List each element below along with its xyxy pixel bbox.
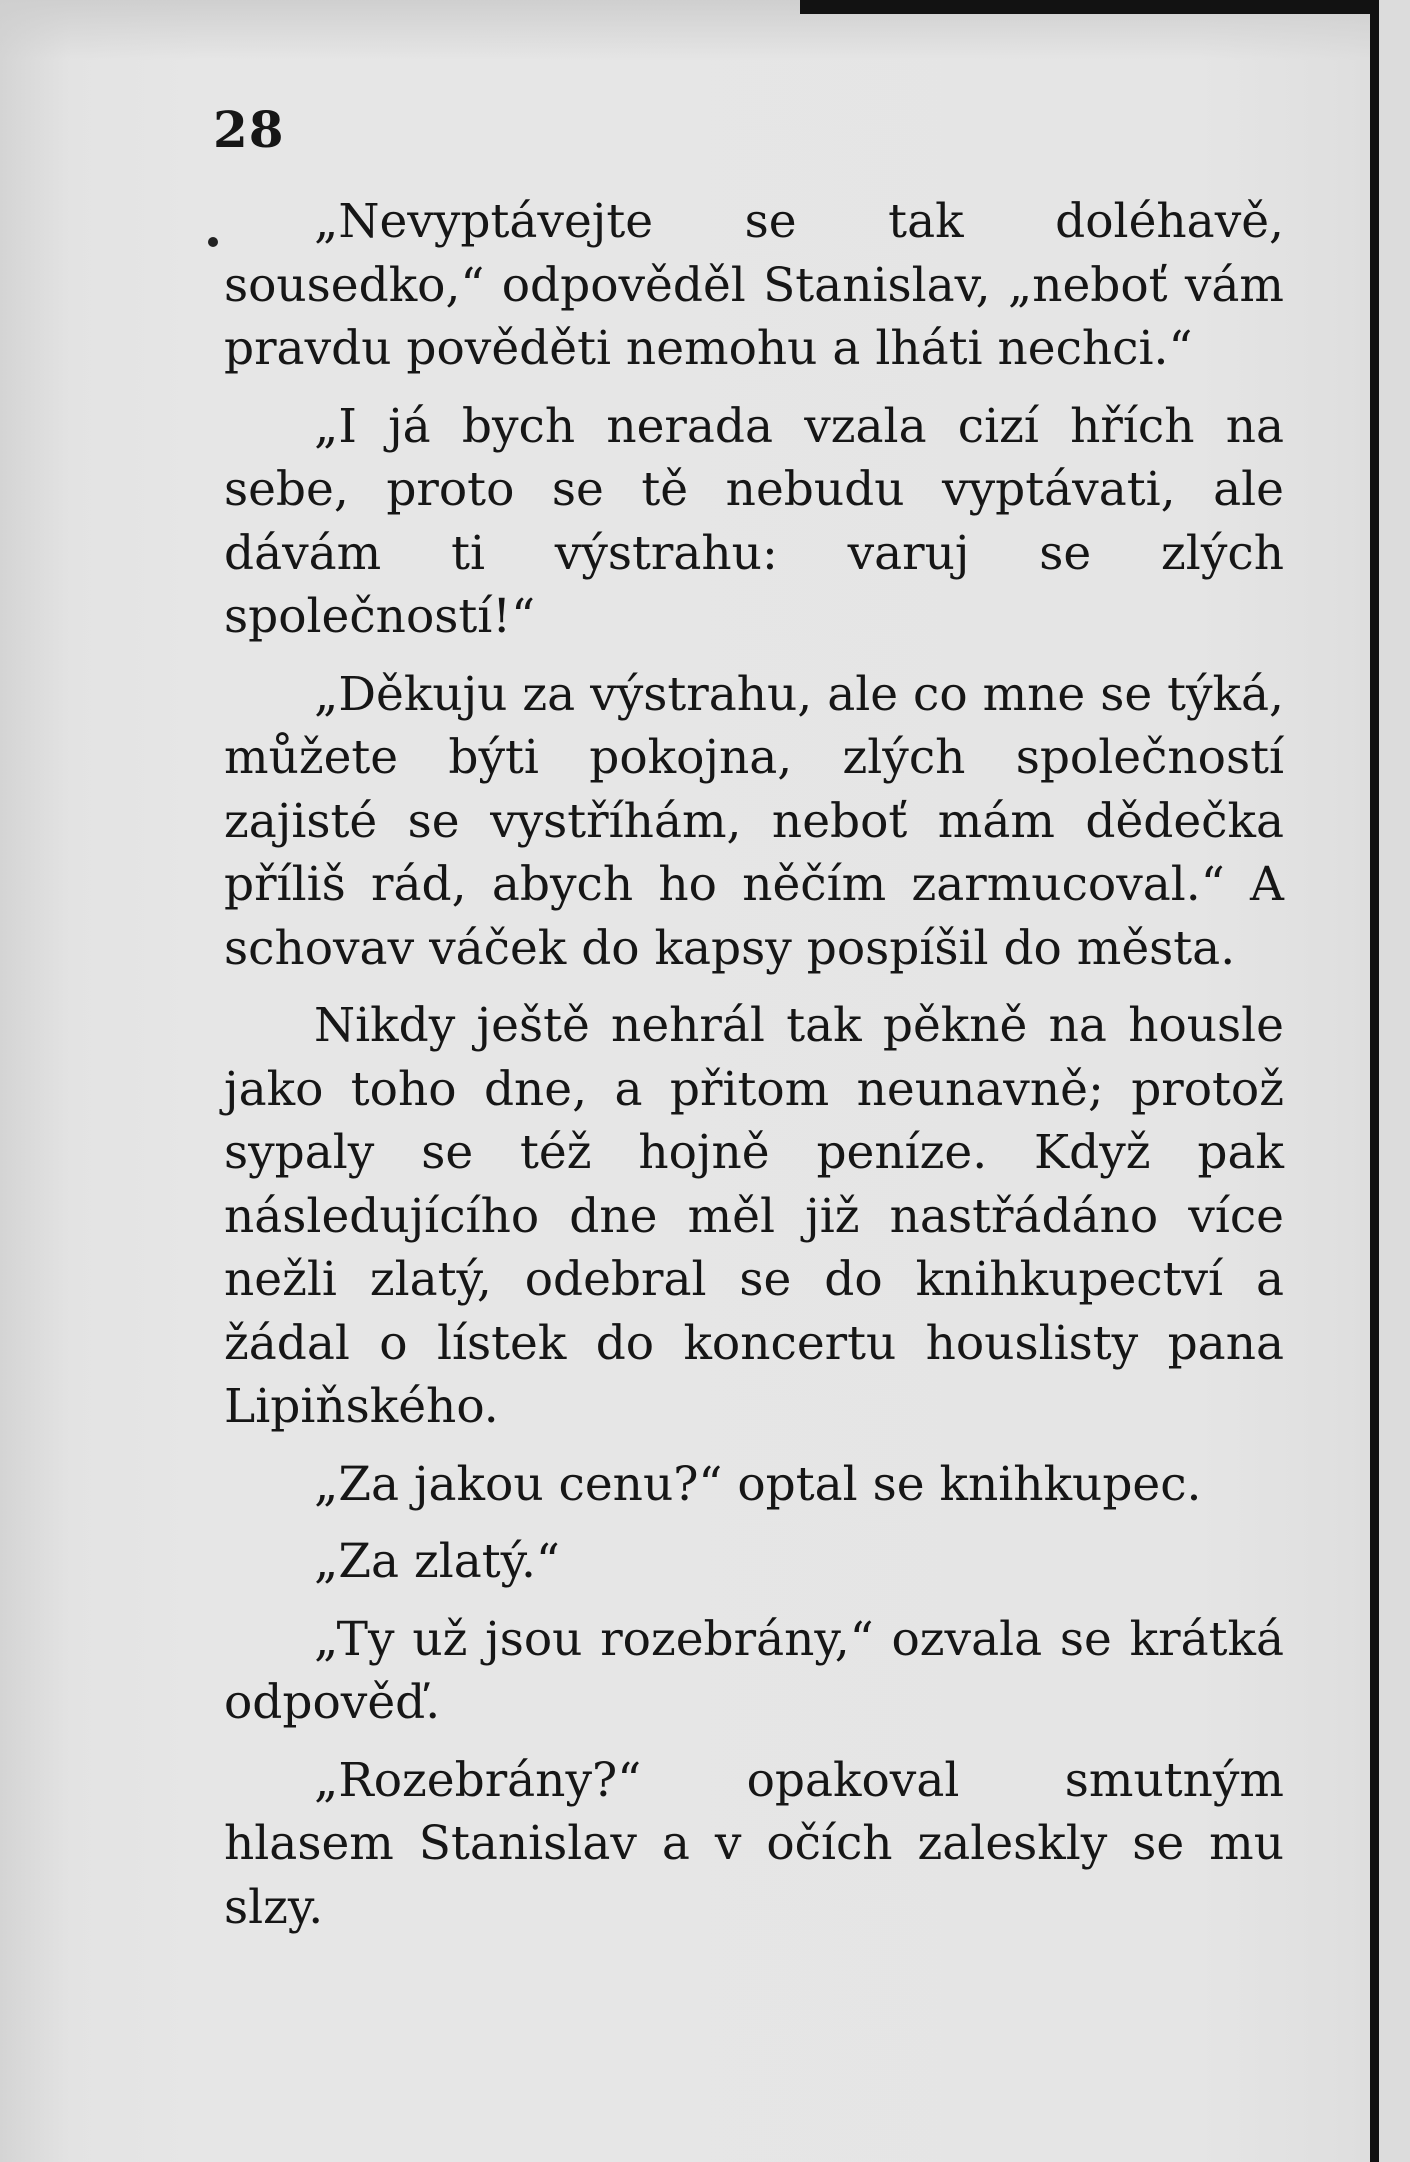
- scan-border-right: [1370, 0, 1379, 2162]
- paragraph: „Děkuju za výstrahu, ale co mne se týká, můžete býti pokojna, zlých společností zajisté se vystříhám, neboť mám dědečka příliš rád, abych ho něčím zarmucoval.“ A schovav váček do kapsy pospíšil do města.: [224, 666, 1284, 976]
- paragraph: Nikdy ještě nehrál tak pěkně na housle jako toho dne, a přitom neunavně; protož sypaly se též hojně peníze. Když pak následujícího dne měl již nastřádáno více nežli zlatý, odebral se do knihkupectví a žádal o lístek do koncertu houslisty pana Lipiňského.: [224, 998, 1284, 1434]
- paragraph: „Rozebrány?“ opakoval smutným hlasem Stanislav a v očích zaleskly se mu slzy.: [224, 1752, 1284, 1935]
- page-number: 28: [213, 100, 285, 159]
- ink-speck: [208, 237, 218, 247]
- body-text: [224, 190, 1284, 1939]
- scan-margin: [1379, 0, 1410, 2162]
- paragraph: „Ty už jsou rozebrány,“ ozvala se krátká odpověď.: [224, 1611, 1284, 1730]
- paragraph: „I já bych nerada vzala cizí hřích na sebe, proto se tě nebudu vyptávati, ale dávám ti výstrahu: varuj se zlých společností!“: [224, 398, 1284, 644]
- scan-border-top: [800, 0, 1379, 14]
- paragraph: „Za zlatý.“: [314, 1534, 560, 1589]
- paragraph: „Nevyptávejte se tak doléhavě, sousedko,“ odpověděl Stanislav, „neboť vám pravdu pověděti nemohu a lháti nechci.“: [224, 194, 1284, 376]
- paragraph: „Za jakou cenu?“ optal se knihkupec.: [314, 1456, 1202, 1512]
